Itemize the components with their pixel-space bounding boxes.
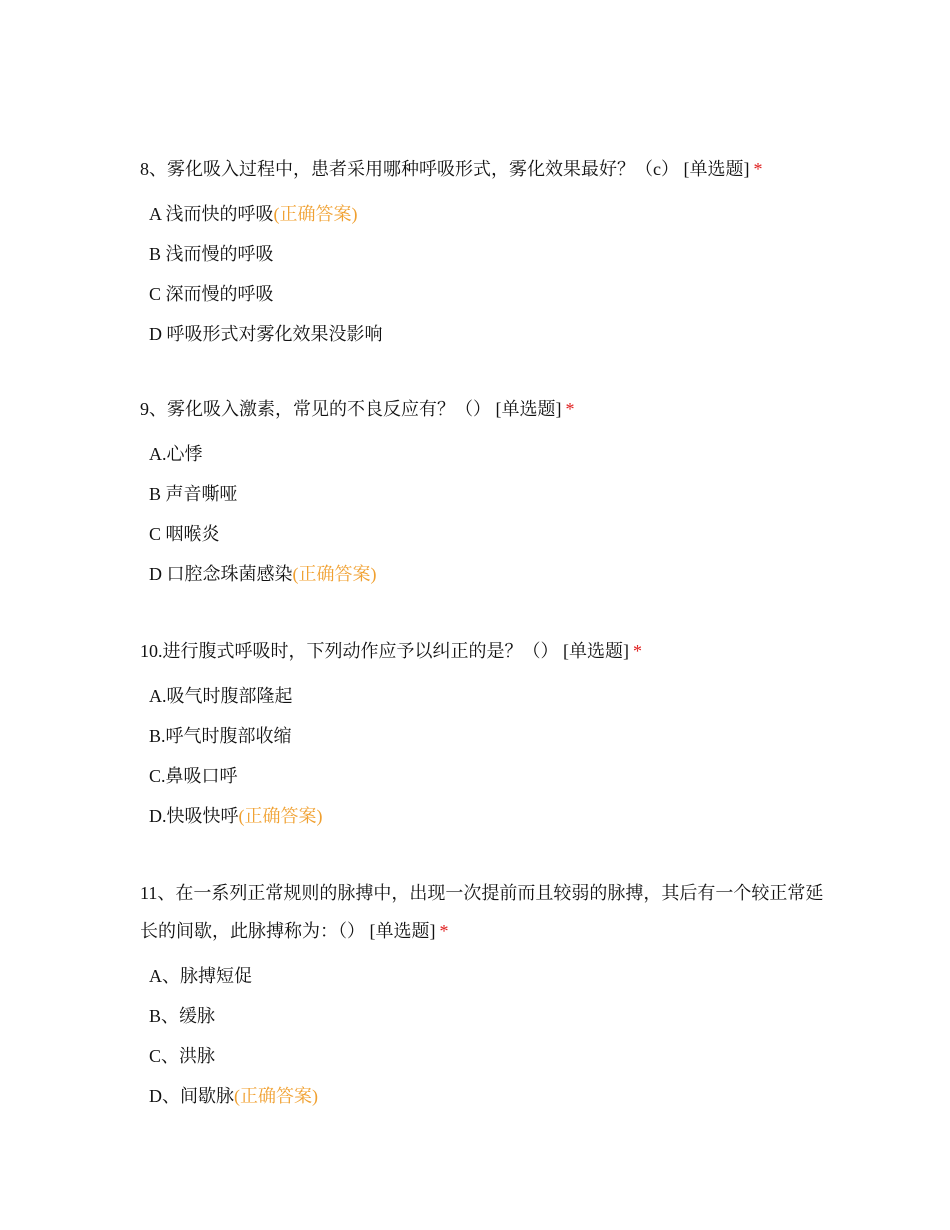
option-a[interactable] [140,194,830,234]
required-mark: * [439,921,449,941]
correct-answer-label: (正确答案) [292,564,377,584]
option-b[interactable] [140,474,830,514]
correct-answer-label: (正确答案) [238,806,323,826]
option-list [140,676,830,836]
option-text: D 口腔念珠菌感染 [149,564,293,584]
option-c[interactable] [140,1036,830,1076]
option-text: A 浅而快的呼吸 [149,204,274,224]
question-9 [140,390,830,594]
question-text: 11、在一系列正常规则的脉搏中，出现一次提前而且较弱的脉搏，其后有一个较正常延长的间歇，此脉搏称为：（） [140,883,824,941]
option-b[interactable] [140,234,830,274]
option-d[interactable] [140,554,830,594]
option-text: B.呼气时腹部收缩 [149,726,292,746]
question-title [140,390,830,428]
required-mark: * [565,399,575,419]
question-type-label: [单选题] [369,921,436,941]
option-d[interactable] [140,796,830,836]
question-text: 10.进行腹式呼吸时，下列动作应予以纠正的是？（） [140,641,559,661]
option-c[interactable] [140,514,830,554]
option-b[interactable] [140,996,830,1036]
question-type-label: [单选题] [683,159,750,179]
option-d[interactable] [140,1076,830,1116]
option-text: B 浅而慢的呼吸 [149,244,274,264]
option-text: D.快吸快呼 [149,806,239,826]
correct-answer-label: (正确答案) [234,1086,318,1106]
question-title [140,150,830,188]
option-text: C.鼻吸口呼 [149,766,238,786]
option-text: A、脉搏短促 [149,966,252,986]
option-list [140,194,830,354]
option-text: D 呼吸形式对雾化效果没影响 [149,324,383,344]
question-type-label: [单选题] [495,399,562,419]
question-title [140,632,830,670]
option-list [140,434,830,594]
option-d[interactable] [140,314,830,354]
correct-answer-label: (正确答案) [273,204,358,224]
question-8 [140,150,830,354]
question-title [140,874,830,950]
option-text: C 咽喉炎 [149,524,220,544]
option-text: C、洪脉 [149,1046,216,1066]
option-text: C 深而慢的呼吸 [149,284,274,304]
option-a[interactable] [140,676,830,716]
option-text: A.心悸 [149,444,203,464]
question-11 [140,874,830,1116]
question-10 [140,632,830,836]
option-a[interactable] [140,956,830,996]
option-text: B 声音嘶哑 [149,484,238,504]
question-text: 9、雾化吸入激素，常见的不良反应有？（） [140,399,491,419]
option-text: B、缓脉 [149,1006,216,1026]
option-text: A.吸气时腹部隆起 [149,686,293,706]
option-b[interactable] [140,716,830,756]
option-a[interactable] [140,434,830,474]
question-type-label: [单选题] [563,641,629,661]
option-text: D、间歇脉 [149,1086,234,1106]
required-mark: * [753,159,763,179]
option-c[interactable] [140,274,830,314]
option-c[interactable] [140,756,830,796]
option-list [140,956,830,1116]
question-text: 8、雾化吸入过程中，患者采用哪种呼吸形式，雾化效果最好？（c） [140,159,679,179]
required-mark: * [633,641,642,661]
